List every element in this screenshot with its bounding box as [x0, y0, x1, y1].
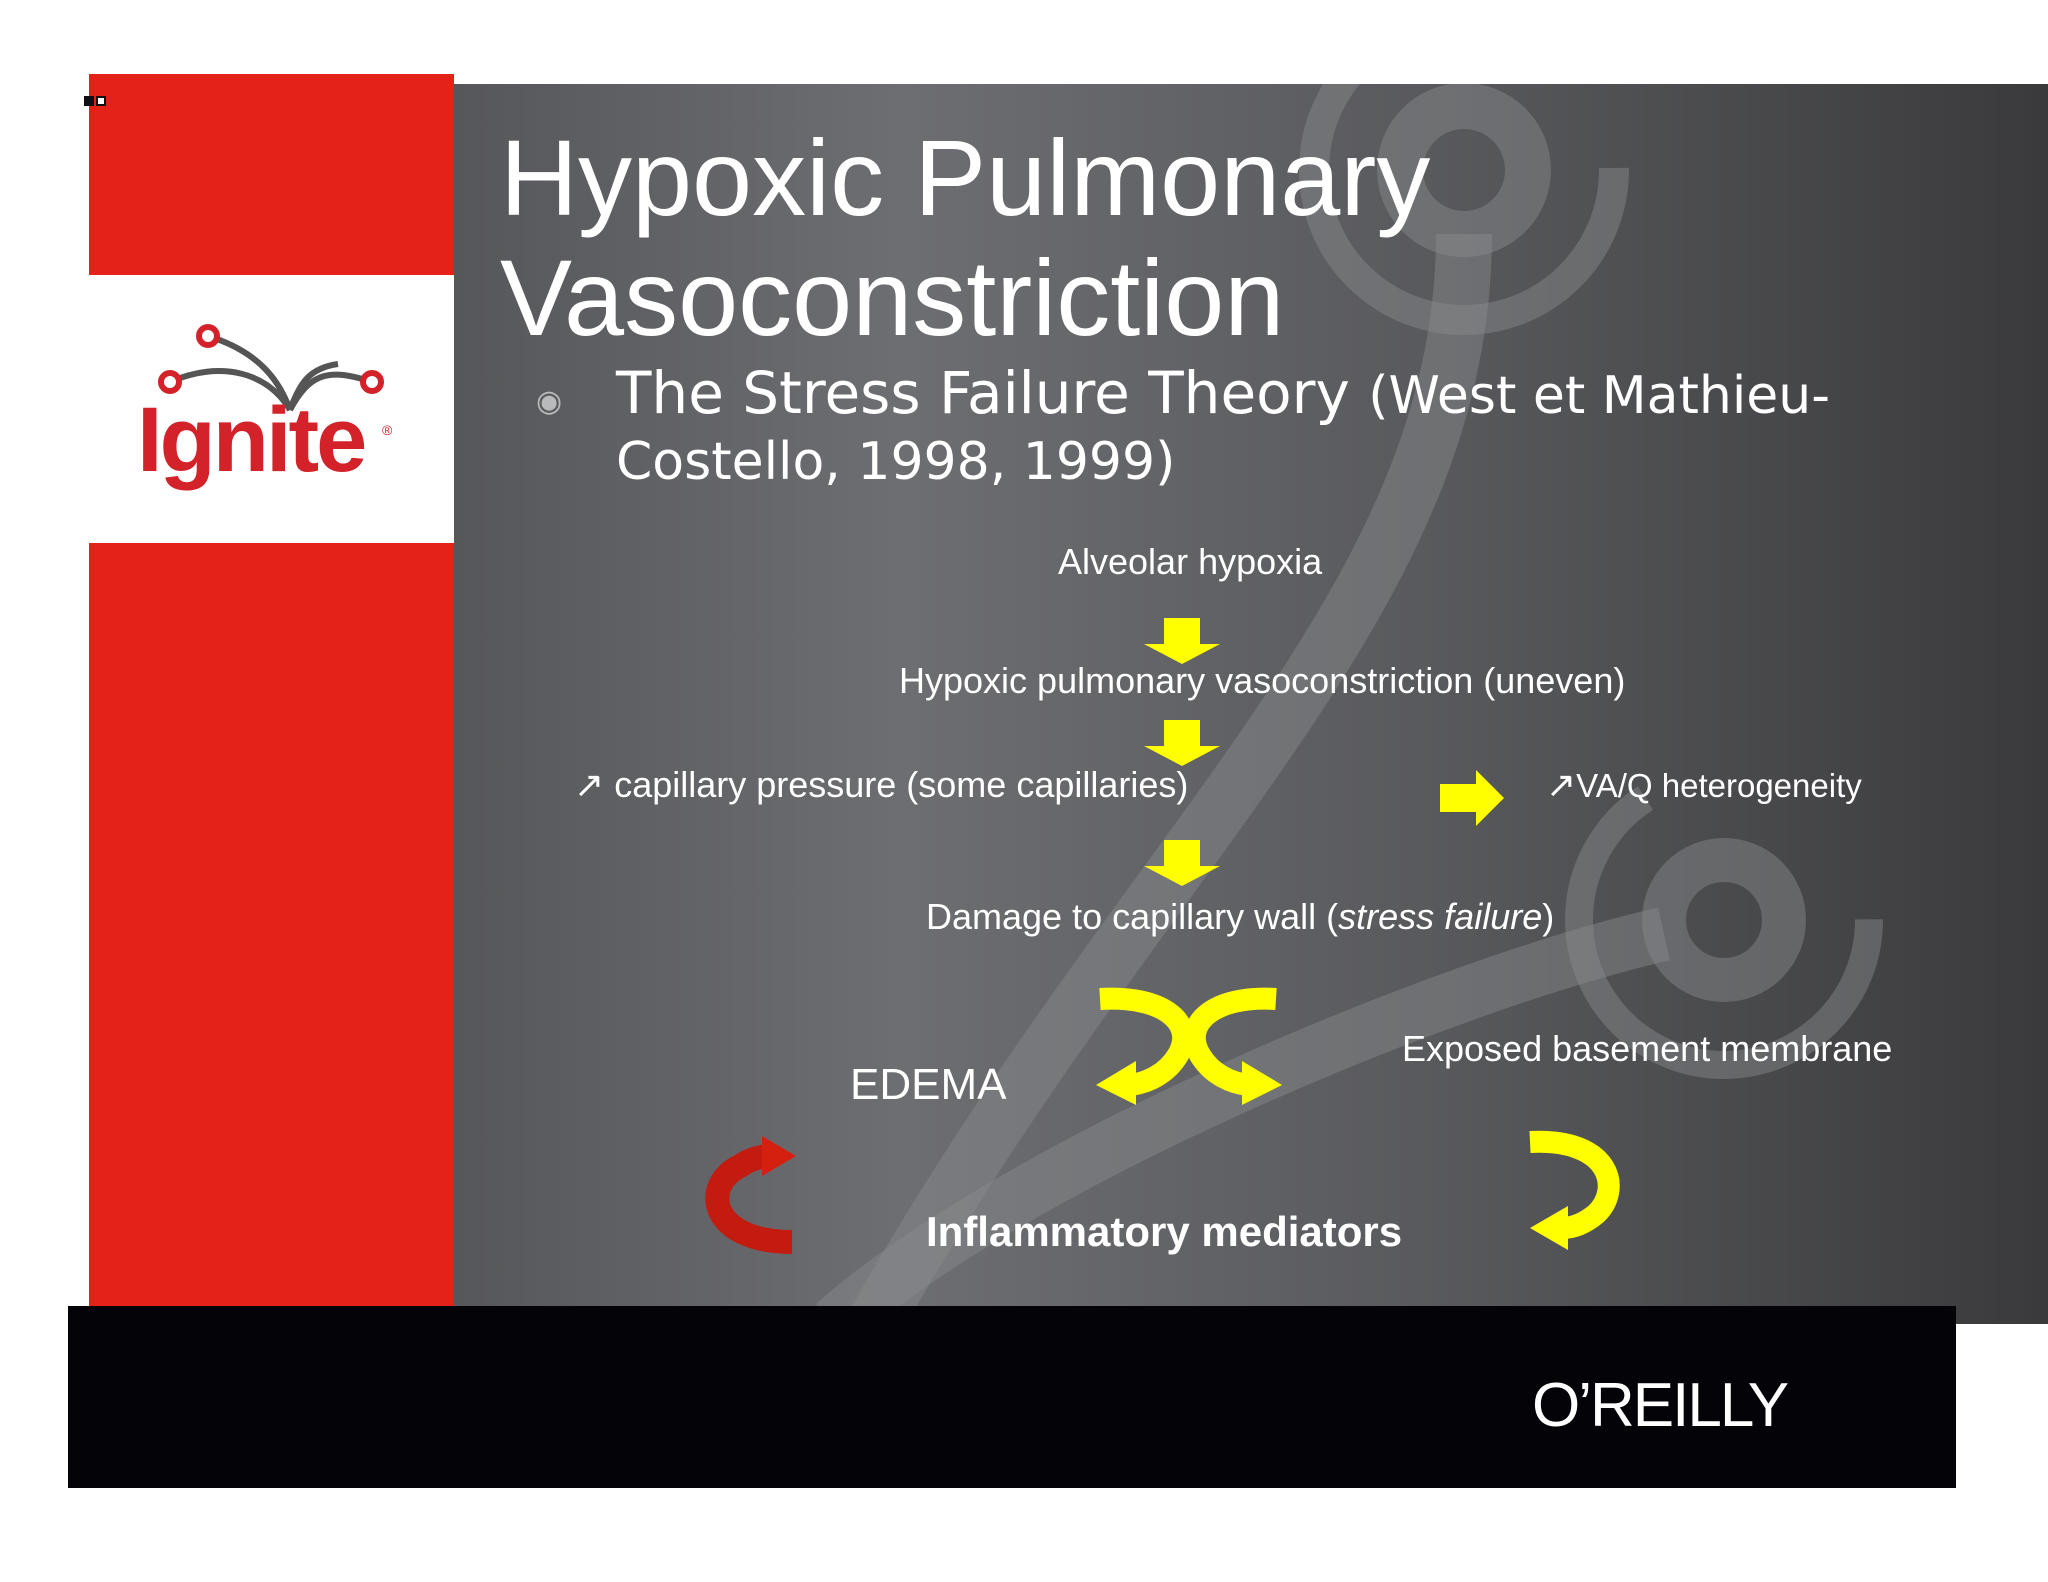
down-arrow-icon — [1144, 720, 1220, 766]
flow-damage-pre: Damage to capillary wall ( — [926, 896, 1339, 937]
flow-vaq — [1546, 764, 1862, 806]
flow-alveolar-hypoxia: Alveolar hypoxia — [1058, 541, 1323, 582]
oreilly-logo: O’REILLY — [1532, 1371, 1788, 1440]
subtitle-line1 — [616, 359, 1831, 427]
down-arrow-icon — [1144, 618, 1220, 664]
flow-basement-membrane: Exposed basement membrane — [1402, 1028, 1893, 1069]
down-arrow-icon — [1144, 840, 1220, 886]
ignite-logo-text: Ignite — [137, 389, 365, 491]
flow-hpv: Hypoxic pulmonary vasoconstriction (uneven) — [899, 660, 1626, 701]
split-curved-arrows-icon — [1096, 985, 1282, 1105]
flow-edema: EDEMA — [850, 1060, 1007, 1109]
red-curved-arrow-icon — [700, 1136, 796, 1254]
flow-damage-italic: stress failure — [1338, 896, 1543, 937]
flow-damage-post: ) — [1542, 896, 1555, 937]
subtitle-reference-part2: Costello, 1998, 1999) — [616, 432, 1176, 492]
ignite-red-sidebar — [89, 74, 454, 1306]
yellow-curved-arrow-icon — [1526, 1130, 1622, 1250]
subtitle-line2 — [616, 428, 1175, 493]
subtitle-reference-part1: (West et Mathieu- — [1368, 366, 1831, 426]
registered-mark: ® — [382, 422, 393, 438]
slide-title-line2: Vasoconstriction — [500, 237, 1285, 358]
up-right-arrow-icon: ↗ — [574, 764, 605, 805]
subtitle-text: The Stress Failure Theory — [616, 359, 1350, 427]
flow-inflammatory-mediators: Inflammatory mediators — [926, 1208, 1403, 1255]
corner-marker-icon — [84, 96, 110, 108]
flow-capillary-pressure — [574, 764, 1188, 806]
up-right-arrow-icon: ↗ — [1546, 764, 1577, 805]
right-arrow-icon — [1440, 770, 1504, 826]
bullet-icon: ◉ — [536, 385, 563, 418]
slide-title-line1: Hypoxic Pulmonary — [500, 117, 1431, 238]
flow-damage — [926, 896, 1554, 938]
flow-capillary-text: capillary pressure (some capillaries) — [614, 764, 1189, 805]
flow-vaq-text: VA/Q heterogeneity — [1576, 767, 1862, 804]
